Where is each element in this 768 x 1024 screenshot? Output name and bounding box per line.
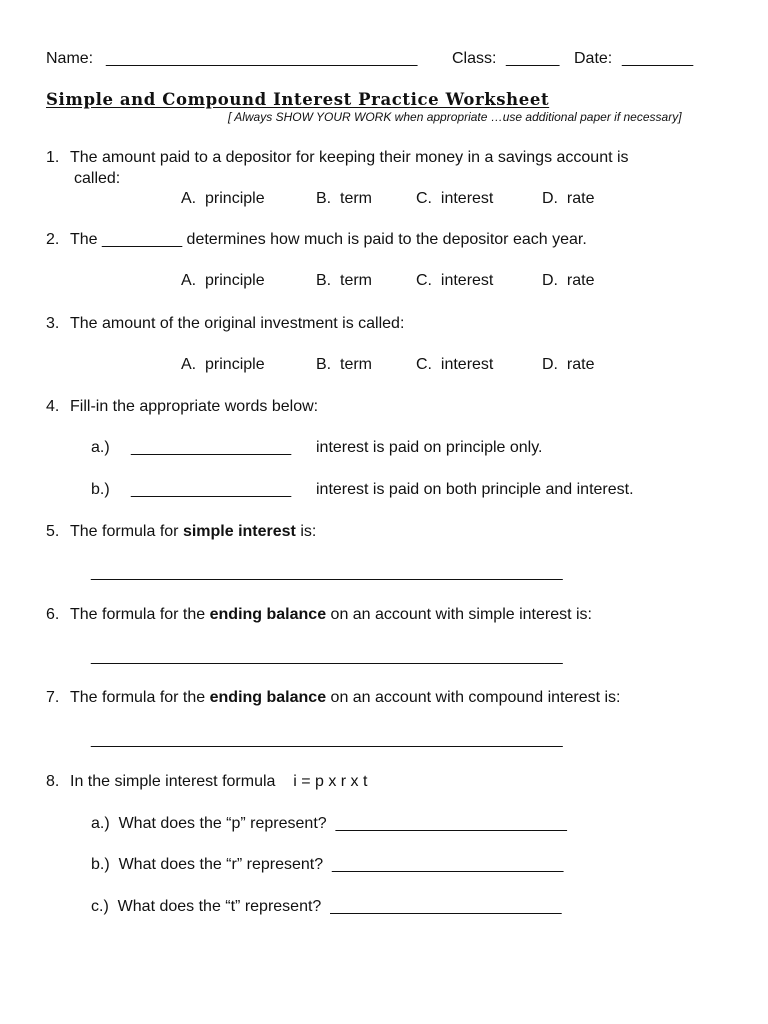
class-blank[interactable]: ______ [506, 50, 560, 67]
q4-a-label: a.) [91, 439, 110, 456]
class-label: Class: [452, 50, 497, 67]
q1-option-a[interactable]: A. principle [181, 190, 265, 207]
q7-text [70, 689, 620, 707]
q3-number: 3. [46, 315, 60, 332]
q3-option-a[interactable]: A. principle [181, 356, 265, 373]
q6-text-pre: The formula for the [70, 606, 210, 623]
q3-option-c[interactable]: C. interest [416, 356, 494, 373]
q2-text: The _________ determines how much is paid to the depositor each year. [70, 231, 587, 248]
name-label: Name: [46, 50, 94, 67]
q6-number: 6. [46, 606, 60, 623]
q1-option-d[interactable]: D. rate [542, 190, 595, 207]
q4-b-blank[interactable]: __________________ [131, 481, 292, 498]
q7-text-bold: ending balance [209, 689, 327, 706]
q4-a-text: interest is paid on principle only. [316, 439, 543, 456]
q8-number: 8. [46, 773, 60, 790]
q6-text [70, 606, 592, 624]
q5-text-post: is: [295, 523, 317, 540]
q2-number: 2. [46, 231, 60, 248]
date-label: Date: [574, 50, 613, 67]
q7-text-pre: The formula for the [70, 689, 210, 706]
q8-text: In the simple interest formula i = p x r x t [70, 773, 368, 790]
q7-number: 7. [46, 689, 60, 706]
q8-a[interactable]: a.) What does the “p” represent? __________________________ [91, 815, 567, 832]
q5-answer-line[interactable]: _____________________________________________________ [91, 564, 563, 581]
q8-b[interactable]: b.) What does the “r” represent? __________________________ [91, 856, 564, 873]
q4-number: 4. [46, 398, 60, 415]
worksheet-instructions: [ Always SHOW YOUR WORK when appropriate …use additional paper if necessary] [228, 110, 682, 124]
q7-text-post: on an account with compound interest is: [326, 689, 621, 706]
q5-text-bold: simple interest [182, 523, 296, 540]
q5-text [70, 523, 316, 541]
q3-option-d[interactable]: D. rate [542, 356, 595, 373]
q2-option-b[interactable]: B. term [316, 272, 373, 289]
q4-b-text: interest is paid on both principle and interest. [316, 481, 634, 498]
q8-c[interactable]: c.) What does the “t” represent? __________________________ [91, 898, 562, 915]
q1-text: The amount paid to a depositor for keeping their money in a savings account is [70, 149, 629, 166]
q2-option-c[interactable]: C. interest [416, 272, 494, 289]
q6-text-bold: ending balance [209, 606, 327, 623]
worksheet-title: Simple and Compound Interest Practice Worksheet [46, 90, 550, 109]
q6-answer-line[interactable]: _____________________________________________________ [91, 648, 563, 665]
q2-option-d[interactable]: D. rate [542, 272, 595, 289]
q6-text-post: on an account with simple interest is: [326, 606, 592, 623]
q1-number: 1. [46, 149, 60, 166]
date-blank[interactable]: ________ [622, 50, 694, 67]
q1-option-b[interactable]: B. term [316, 190, 373, 207]
q4-b-label: b.) [91, 481, 110, 498]
q1-option-c[interactable]: C. interest [416, 190, 494, 207]
name-blank[interactable]: ___________________________________ [106, 50, 418, 67]
q4-a-blank[interactable]: __________________ [131, 439, 292, 456]
q4-text: Fill-in the appropriate words below: [70, 398, 319, 415]
q5-text-pre: The formula for [70, 523, 183, 540]
q3-text: The amount of the original investment is called: [70, 315, 405, 332]
q2-option-a[interactable]: A. principle [181, 272, 265, 289]
q7-answer-line[interactable]: _____________________________________________________ [91, 731, 563, 748]
q3-option-b[interactable]: B. term [316, 356, 373, 373]
q5-number: 5. [46, 523, 60, 540]
q1-text-cont: called: [74, 170, 121, 187]
